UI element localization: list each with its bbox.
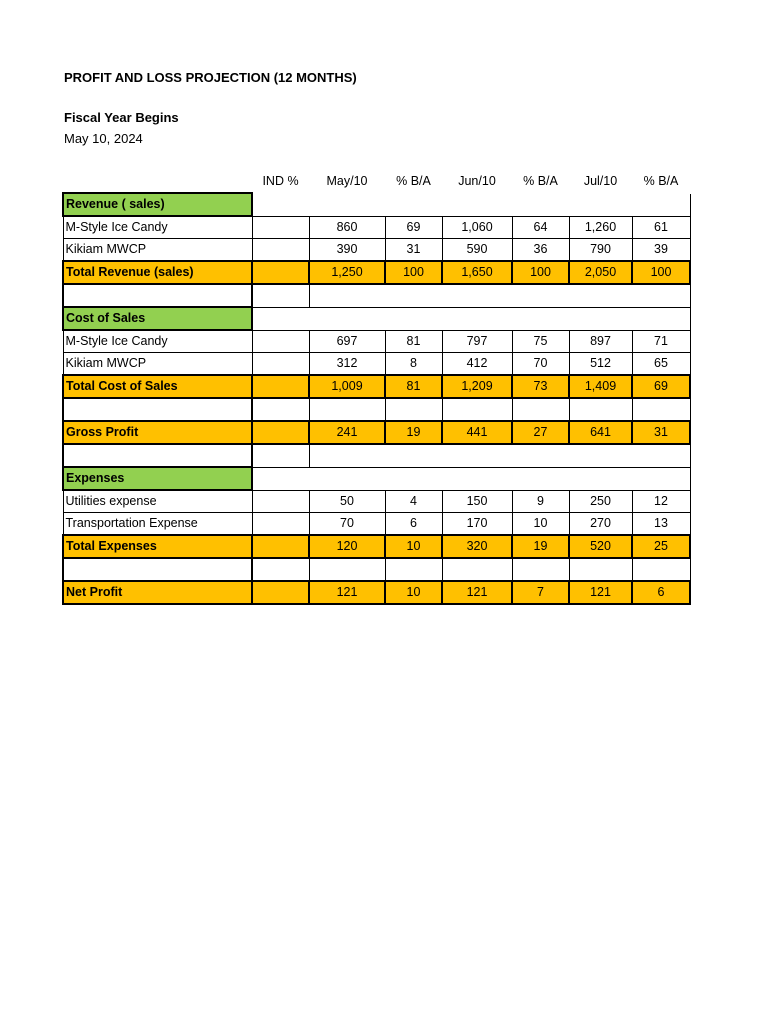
section-heading-row (63, 467, 690, 490)
column-header: May/10 (326, 174, 368, 189)
value-cell (252, 375, 309, 398)
value-cell: 31 (632, 421, 690, 444)
value-cell: 100 (632, 261, 690, 284)
line-item-label: Kikiam MWCP (63, 239, 252, 262)
value-cell: 441 (442, 421, 512, 444)
value-cell: 320 (442, 535, 512, 558)
total-row (63, 535, 690, 558)
total-row (63, 375, 690, 398)
value-cell: 61 (632, 216, 690, 239)
value-cell: 590 (442, 239, 512, 262)
value-cell: 1,260 (569, 216, 632, 239)
spacer-blank (512, 558, 569, 581)
spacer-blank (385, 398, 442, 421)
value-cell (252, 421, 309, 444)
value-cell: 641 (569, 421, 632, 444)
value-cell: 121 (309, 581, 385, 604)
value-cell: 71 (632, 330, 690, 353)
spacer-blank (252, 398, 309, 421)
column-header: % B/A (643, 174, 679, 189)
header-row (63, 171, 690, 194)
value-cell: 1,209 (442, 375, 512, 398)
line-item-row (63, 216, 690, 239)
value-cell: 6 (632, 581, 690, 604)
value-cell: 121 (442, 581, 512, 604)
value-cell: 120 (309, 535, 385, 558)
section-heading-blank (252, 307, 690, 330)
value-cell: 36 (512, 239, 569, 262)
section-heading: Revenue ( sales) (63, 193, 252, 216)
value-cell: 69 (385, 216, 442, 239)
line-item-label: M-Style Ice Candy (63, 216, 252, 239)
column-header: IND % (262, 174, 299, 189)
spacer-blank (632, 398, 690, 421)
value-cell: 412 (442, 353, 512, 376)
value-cell: 19 (512, 535, 569, 558)
value-cell: 81 (385, 375, 442, 398)
spacer-row (63, 284, 690, 307)
line-item-row (63, 239, 690, 262)
value-cell: 69 (632, 375, 690, 398)
value-cell: 25 (632, 535, 690, 558)
value-cell: 70 (309, 513, 385, 536)
value-cell: 1,409 (569, 375, 632, 398)
value-cell: 65 (632, 353, 690, 376)
value-cell (252, 239, 309, 262)
value-cell: 390 (309, 239, 385, 262)
fiscal-year-date: May 10, 2024 (64, 131, 143, 146)
line-item-row (63, 490, 690, 513)
spacer-blank (309, 284, 690, 307)
spacer-blank (252, 558, 309, 581)
total-label: Total Expenses (63, 535, 252, 558)
value-cell: 10 (385, 535, 442, 558)
fiscal-year-label: Fiscal Year Begins (64, 110, 179, 125)
column-header: Jul/10 (583, 174, 618, 189)
total-label: Total Cost of Sales (63, 375, 252, 398)
section-heading-row (63, 193, 690, 216)
gross-profit-label: Gross Profit (63, 421, 252, 444)
value-cell (252, 490, 309, 513)
value-cell: 897 (569, 330, 632, 353)
value-cell (252, 261, 309, 284)
section-heading: Cost of Sales (63, 307, 252, 330)
section-heading-row (63, 307, 690, 330)
value-cell: 81 (385, 330, 442, 353)
spacer-blank (309, 398, 385, 421)
value-cell: 1,250 (309, 261, 385, 284)
spacer-blank (309, 558, 385, 581)
line-item-row (63, 353, 690, 376)
net-profit-row (63, 581, 690, 604)
spacer-label-cell (63, 558, 252, 581)
value-cell: 19 (385, 421, 442, 444)
line-item-label: Kikiam MWCP (63, 353, 252, 376)
value-cell: 100 (512, 261, 569, 284)
value-cell: 12 (632, 490, 690, 513)
spacer-row (63, 558, 690, 581)
line-item-label: Transportation Expense (63, 513, 252, 536)
value-cell: 64 (512, 216, 569, 239)
spacer-blank (632, 558, 690, 581)
value-cell: 860 (309, 216, 385, 239)
spacer-row (63, 398, 690, 421)
spacer-label-cell (63, 444, 252, 467)
value-cell: 70 (512, 353, 569, 376)
value-cell: 697 (309, 330, 385, 353)
line-item-label: Utilities expense (63, 490, 252, 513)
column-header: % B/A (396, 174, 431, 189)
value-cell: 39 (632, 239, 690, 262)
value-cell (252, 353, 309, 376)
value-cell: 4 (385, 490, 442, 513)
value-cell: 270 (569, 513, 632, 536)
value-cell: 27 (512, 421, 569, 444)
value-cell: 520 (569, 535, 632, 558)
value-cell: 50 (309, 490, 385, 513)
value-cell: 790 (569, 239, 632, 262)
spacer-blank (309, 444, 690, 467)
spacer-row (63, 444, 690, 467)
value-cell: 73 (512, 375, 569, 398)
column-header: % B/A (523, 174, 558, 189)
value-cell: 797 (442, 330, 512, 353)
value-cell: 8 (385, 353, 442, 376)
value-cell: 150 (442, 490, 512, 513)
spacer-blank (569, 558, 632, 581)
line-item-label: M-Style Ice Candy (63, 330, 252, 353)
value-cell: 512 (569, 353, 632, 376)
value-cell: 1,650 (442, 261, 512, 284)
spacer-blank (512, 398, 569, 421)
profit-loss-table (62, 170, 691, 605)
value-cell (252, 535, 309, 558)
value-cell: 10 (512, 513, 569, 536)
value-cell: 10 (385, 581, 442, 604)
gross-profit-row (63, 421, 690, 444)
spacer-blank (442, 398, 512, 421)
value-cell: 13 (632, 513, 690, 536)
value-cell (252, 513, 309, 536)
value-cell: 100 (385, 261, 442, 284)
net-profit-label: Net Profit (63, 581, 252, 604)
spacer-blank (252, 284, 309, 307)
spacer-blank (385, 558, 442, 581)
value-cell (252, 330, 309, 353)
value-cell: 2,050 (569, 261, 632, 284)
report-title: PROFIT AND LOSS PROJECTION (12 MONTHS) (64, 70, 357, 85)
value-cell: 75 (512, 330, 569, 353)
value-cell: 31 (385, 239, 442, 262)
value-cell: 121 (569, 581, 632, 604)
spacer-label-cell (63, 284, 252, 307)
value-cell: 170 (442, 513, 512, 536)
total-row (63, 261, 690, 284)
value-cell (252, 216, 309, 239)
spacer-blank (569, 398, 632, 421)
column-header: Jun/10 (458, 174, 496, 189)
value-cell: 1,009 (309, 375, 385, 398)
value-cell: 1,060 (442, 216, 512, 239)
value-cell: 7 (512, 581, 569, 604)
value-cell: 250 (569, 490, 632, 513)
spacer-label-cell (63, 398, 252, 421)
value-cell (252, 581, 309, 604)
total-label: Total Revenue (sales) (63, 261, 252, 284)
value-cell: 312 (309, 353, 385, 376)
line-item-row (63, 330, 690, 353)
value-cell: 9 (512, 490, 569, 513)
section-heading: Expenses (63, 467, 252, 490)
section-heading-blank (252, 467, 690, 490)
header-spacer-cell (63, 171, 252, 194)
section-heading-blank (252, 193, 690, 216)
spacer-blank (252, 444, 309, 467)
spacer-blank (442, 558, 512, 581)
value-cell: 6 (385, 513, 442, 536)
value-cell: 241 (309, 421, 385, 444)
line-item-row (63, 513, 690, 536)
